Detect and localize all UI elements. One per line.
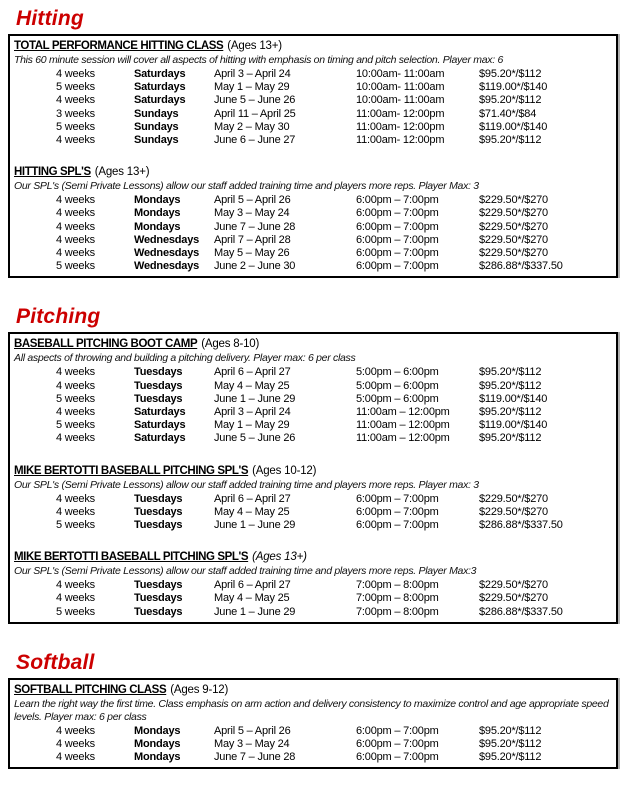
weeks-cell: 4 weeks <box>56 492 95 505</box>
day-cell: Tuesdays <box>134 592 183 605</box>
dates-cell: April 6 – April 27 <box>214 579 291 592</box>
price-cell: $95.20*/$112 <box>479 432 542 445</box>
program-heading <box>14 337 612 352</box>
program-age-range: (Ages 10-12) <box>252 464 317 477</box>
time-cell: 6:00pm – 7:00pm <box>356 738 439 751</box>
program-description: Our SPL's (Semi Private Lessons) allow our staff added training time and players more reps. Player Max:3 <box>14 565 477 578</box>
weeks-cell: 4 weeks <box>56 220 95 233</box>
weeks-cell: 5 weeks <box>56 605 95 618</box>
program-name: TOTAL PERFORMANCE HITTING CLASS <box>14 40 224 52</box>
price-cell: $119.00*/$140 <box>479 419 548 432</box>
price-cell: $95.20*/$112 <box>479 751 542 764</box>
schedule-row <box>56 493 612 506</box>
program-description: Learn the right way the first time. Class emphasis on arm action and delivery consistency to maximize control and age appropriate speed levels. Player max: 6 per class <box>14 697 609 723</box>
price-cell: $286.88*/$337.50 <box>479 260 563 273</box>
weeks-cell: 4 weeks <box>56 579 95 592</box>
price-cell: $95.20*/$112 <box>479 738 542 751</box>
time-cell: 7:00pm – 8:00pm <box>356 592 439 605</box>
day-cell: Sundays <box>134 120 179 133</box>
day-cell: Sundays <box>134 134 179 147</box>
price-cell: $229.50*/$270 <box>479 592 548 605</box>
sport-section <box>0 651 634 770</box>
schedule-row <box>56 519 612 532</box>
price-cell: $95.20*/$112 <box>479 134 542 147</box>
schedule-row <box>56 81 612 94</box>
price-cell: $229.50*/$270 <box>479 579 548 592</box>
program-box <box>8 678 618 770</box>
time-cell: 11:00am – 12:00pm <box>356 432 450 445</box>
day-cell: Saturdays <box>134 68 186 80</box>
day-cell: Tuesdays <box>134 505 183 518</box>
time-cell: 11:00am – 12:00pm <box>356 419 450 432</box>
dates-cell: April 5 – April 26 <box>214 194 291 207</box>
weeks-cell: 4 weeks <box>56 68 95 80</box>
time-cell: 11:00am- 12:00pm <box>356 120 445 133</box>
program-schedule-rows <box>56 725 612 765</box>
price-cell: $229.50*/$270 <box>479 233 548 246</box>
dates-cell: June 1 – June 29 <box>214 519 296 532</box>
program-heading <box>14 464 612 479</box>
weeks-cell: 4 weeks <box>56 406 95 419</box>
time-cell: 11:00am – 12:00pm <box>356 406 450 419</box>
time-cell: 6:00pm – 7:00pm <box>356 194 439 207</box>
price-cell: $229.50*/$270 <box>479 207 548 220</box>
weeks-cell: 4 weeks <box>56 134 95 147</box>
price-cell: $286.88*/$337.50 <box>479 605 563 618</box>
dates-cell: May 4 – May 25 <box>214 379 290 392</box>
dates-cell: June 7 – June 28 <box>214 751 296 764</box>
day-cell: Saturdays <box>134 81 186 94</box>
weeks-cell: 3 weeks <box>56 107 95 120</box>
program-description: Our SPL's (Semi Private Lessons) allow our staff added training time and players more reps. Player max: 3 <box>14 478 479 491</box>
day-cell: Wednesdays <box>134 260 200 273</box>
weeks-cell: 4 weeks <box>56 366 95 379</box>
day-cell: Tuesdays <box>134 379 183 392</box>
weeks-cell: 4 weeks <box>56 592 95 605</box>
program-description: This 60 minute session will cover all aspects of hitting with emphasis on timing and pitch selection. Player max: 6 <box>14 54 503 66</box>
weeks-cell: 4 weeks <box>56 379 95 392</box>
program-age-range: (Ages 13+) <box>94 166 150 179</box>
dates-cell: June 1 – June 29 <box>214 605 296 618</box>
schedule-row <box>56 247 612 260</box>
sections-container <box>0 7 634 769</box>
dates-cell: May 3 – May 24 <box>214 738 290 751</box>
price-cell: $95.20*/$112 <box>479 68 542 80</box>
program-block <box>14 337 612 445</box>
time-cell: 6:00pm – 7:00pm <box>356 247 439 260</box>
program-name: SOFTBALL PITCHING CLASS <box>14 683 167 696</box>
weeks-cell: 5 weeks <box>56 419 95 432</box>
dates-cell: April 7 – April 28 <box>214 233 291 246</box>
program-schedule-rows <box>56 493 612 533</box>
price-cell: $95.20*/$112 <box>479 724 542 737</box>
day-cell: Saturdays <box>134 432 186 445</box>
schedule-row <box>56 506 612 519</box>
program-heading <box>14 165 612 180</box>
section-title: Hitting <box>16 7 84 30</box>
schedule-row <box>56 380 612 393</box>
dates-cell: April 11 – April 25 <box>214 107 296 120</box>
price-cell: $119.00*/$140 <box>479 392 548 405</box>
time-cell: 7:00pm – 8:00pm <box>356 579 439 592</box>
program-age-range: (Ages 9-12) <box>170 683 229 696</box>
section-title: Softball <box>16 650 95 674</box>
day-cell: Mondays <box>134 194 181 207</box>
price-cell: $95.20*/$112 <box>479 379 542 392</box>
day-cell: Tuesdays <box>134 605 183 618</box>
program-schedule-rows <box>56 68 612 147</box>
schedule-row <box>56 738 612 751</box>
day-cell: Mondays <box>134 220 181 233</box>
schedule-row <box>56 234 612 247</box>
day-cell: Mondays <box>134 751 181 764</box>
price-cell: $229.50*/$270 <box>479 247 548 260</box>
time-cell: 11:00am- 12:00pm <box>356 107 445 120</box>
time-cell: 5:00pm – 6:00pm <box>356 379 439 392</box>
price-cell: $71.40*/$84 <box>479 107 537 120</box>
schedule-row <box>56 194 612 207</box>
program-description: Our SPL's (Semi Private Lessons) allow our staff added training time and players more reps. Player Max: 3 <box>14 180 479 193</box>
dates-cell: May 5 – May 26 <box>214 247 290 260</box>
weeks-cell: 4 weeks <box>56 738 95 751</box>
program-box <box>8 34 618 278</box>
price-cell: $229.50*/$270 <box>479 220 548 233</box>
program-heading <box>14 550 612 565</box>
program-age-range: (Ages 8-10) <box>201 338 260 351</box>
time-cell: 5:00pm – 6:00pm <box>356 392 439 405</box>
time-cell: 6:00pm – 7:00pm <box>356 492 439 505</box>
dates-cell: May 2 – May 30 <box>214 120 290 133</box>
schedule-row <box>56 134 612 147</box>
weeks-cell: 4 weeks <box>56 247 95 260</box>
time-cell: 6:00pm – 7:00pm <box>356 505 439 518</box>
weeks-cell: 5 weeks <box>56 260 95 273</box>
sport-section <box>0 7 634 278</box>
day-cell: Mondays <box>134 738 181 751</box>
schedule-row <box>56 406 612 419</box>
schedule-row <box>56 579 612 592</box>
price-cell: $95.20*/$112 <box>479 406 542 419</box>
schedule-row <box>56 108 612 121</box>
weeks-cell: 5 weeks <box>56 120 95 133</box>
time-cell: 11:00am- 12:00pm <box>356 134 445 147</box>
time-cell: 10:00am- 11:00am <box>356 94 445 107</box>
time-cell: 6:00pm – 7:00pm <box>356 233 439 246</box>
time-cell: 6:00pm – 7:00pm <box>356 220 439 233</box>
weeks-cell: 4 weeks <box>56 94 95 107</box>
section-title: Pitching <box>16 305 101 329</box>
dates-cell: May 4 – May 25 <box>214 592 290 605</box>
program-name: HITTING SPL'S <box>14 166 91 179</box>
schedule-row <box>56 751 612 764</box>
day-cell: Sundays <box>134 107 179 120</box>
price-cell: $229.50*/$270 <box>479 194 548 207</box>
program-block <box>14 550 612 619</box>
price-cell: $95.20*/$112 <box>479 94 542 107</box>
day-cell: Tuesdays <box>134 579 183 592</box>
schedule-row <box>56 606 612 619</box>
program-heading <box>14 39 612 54</box>
dates-cell: April 5 – April 26 <box>214 724 291 737</box>
weeks-cell: 4 weeks <box>56 505 95 518</box>
sport-section <box>0 305 634 623</box>
schedule-row <box>56 393 612 406</box>
dates-cell: June 2 – June 30 <box>214 260 296 273</box>
program-age-range: (Ages 13+) <box>252 551 307 564</box>
weeks-cell: 4 weeks <box>56 751 95 764</box>
time-cell: 7:00pm – 8:00pm <box>356 605 439 618</box>
program-schedule-rows <box>56 194 612 273</box>
schedule-row <box>56 366 612 379</box>
price-cell: $95.20*/$112 <box>479 366 542 379</box>
schedule-row <box>56 94 612 107</box>
day-cell: Wednesdays <box>134 247 200 260</box>
schedule-row <box>56 121 612 134</box>
weeks-cell: 5 weeks <box>56 392 95 405</box>
dates-cell: April 3 – April 24 <box>214 68 291 80</box>
program-box <box>8 332 618 623</box>
schedule-row <box>56 592 612 605</box>
time-cell: 10:00am- 11:00am <box>356 68 445 80</box>
program-name: MIKE BERTOTTI BASEBALL PITCHING SPL'S <box>14 551 249 564</box>
weeks-cell: 4 weeks <box>56 194 95 207</box>
dates-cell: May 3 – May 24 <box>214 207 290 220</box>
price-cell: $229.50*/$270 <box>479 492 548 505</box>
weeks-cell: 5 weeks <box>56 519 95 532</box>
day-cell: Tuesdays <box>134 492 183 505</box>
weeks-cell: 4 weeks <box>56 207 95 220</box>
dates-cell: June 6 – June 27 <box>214 134 296 147</box>
schedule-row <box>56 260 612 273</box>
price-cell: $119.00*/$140 <box>479 81 548 94</box>
program-block <box>14 464 612 533</box>
day-cell: Mondays <box>134 724 181 737</box>
dates-cell: May 1 – May 29 <box>214 81 290 94</box>
dates-cell: June 7 – June 28 <box>214 220 296 233</box>
dates-cell: May 4 – May 25 <box>214 505 290 518</box>
dates-cell: June 5 – June 26 <box>214 94 296 107</box>
schedule-row <box>56 221 612 234</box>
day-cell: Saturdays <box>134 406 186 419</box>
weeks-cell: 5 weeks <box>56 81 95 94</box>
time-cell: 6:00pm – 7:00pm <box>356 260 439 273</box>
program-age-range: (Ages 13+) <box>227 40 282 52</box>
price-cell: $229.50*/$270 <box>479 505 548 518</box>
time-cell: 10:00am- 11:00am <box>356 81 445 94</box>
dates-cell: June 1 – June 29 <box>214 392 296 405</box>
program-block <box>14 39 612 147</box>
time-cell: 6:00pm – 7:00pm <box>356 207 439 220</box>
weeks-cell: 4 weeks <box>56 233 95 246</box>
schedule-row <box>56 207 612 220</box>
program-description: All aspects of throwing and building a pitching delivery. Player max: 6 per class <box>14 352 356 365</box>
schedule-row <box>56 419 612 432</box>
schedule-row <box>56 68 612 81</box>
time-cell: 6:00pm – 7:00pm <box>356 724 439 737</box>
program-schedule-rows <box>56 366 612 445</box>
time-cell: 5:00pm – 6:00pm <box>356 366 439 379</box>
weeks-cell: 4 weeks <box>56 724 95 737</box>
day-cell: Tuesdays <box>134 366 183 379</box>
price-cell: $286.88*/$337.50 <box>479 519 563 532</box>
schedule-row <box>56 725 612 738</box>
weeks-cell: 4 weeks <box>56 432 95 445</box>
dates-cell: April 6 – April 27 <box>214 366 291 379</box>
program-block <box>14 165 612 273</box>
day-cell: Tuesdays <box>134 392 183 405</box>
day-cell: Tuesdays <box>134 519 183 532</box>
program-name: BASEBALL PITCHING BOOT CAMP <box>14 338 198 351</box>
day-cell: Saturdays <box>134 419 186 432</box>
program-heading <box>14 683 612 698</box>
schedule-row <box>56 432 612 445</box>
price-cell: $119.00*/$140 <box>479 120 548 133</box>
day-cell: Mondays <box>134 207 181 220</box>
day-cell: Saturdays <box>134 94 186 107</box>
dates-cell: April 6 – April 27 <box>214 492 291 505</box>
time-cell: 6:00pm – 7:00pm <box>356 751 439 764</box>
program-name: MIKE BERTOTTI BASEBALL PITCHING SPL'S <box>14 464 249 477</box>
program-schedule-rows <box>56 579 612 619</box>
day-cell: Wednesdays <box>134 233 200 246</box>
time-cell: 6:00pm – 7:00pm <box>356 519 439 532</box>
program-block <box>14 683 612 765</box>
dates-cell: May 1 – May 29 <box>214 419 290 432</box>
dates-cell: June 5 – June 26 <box>214 432 296 445</box>
dates-cell: April 3 – April 24 <box>214 406 291 419</box>
